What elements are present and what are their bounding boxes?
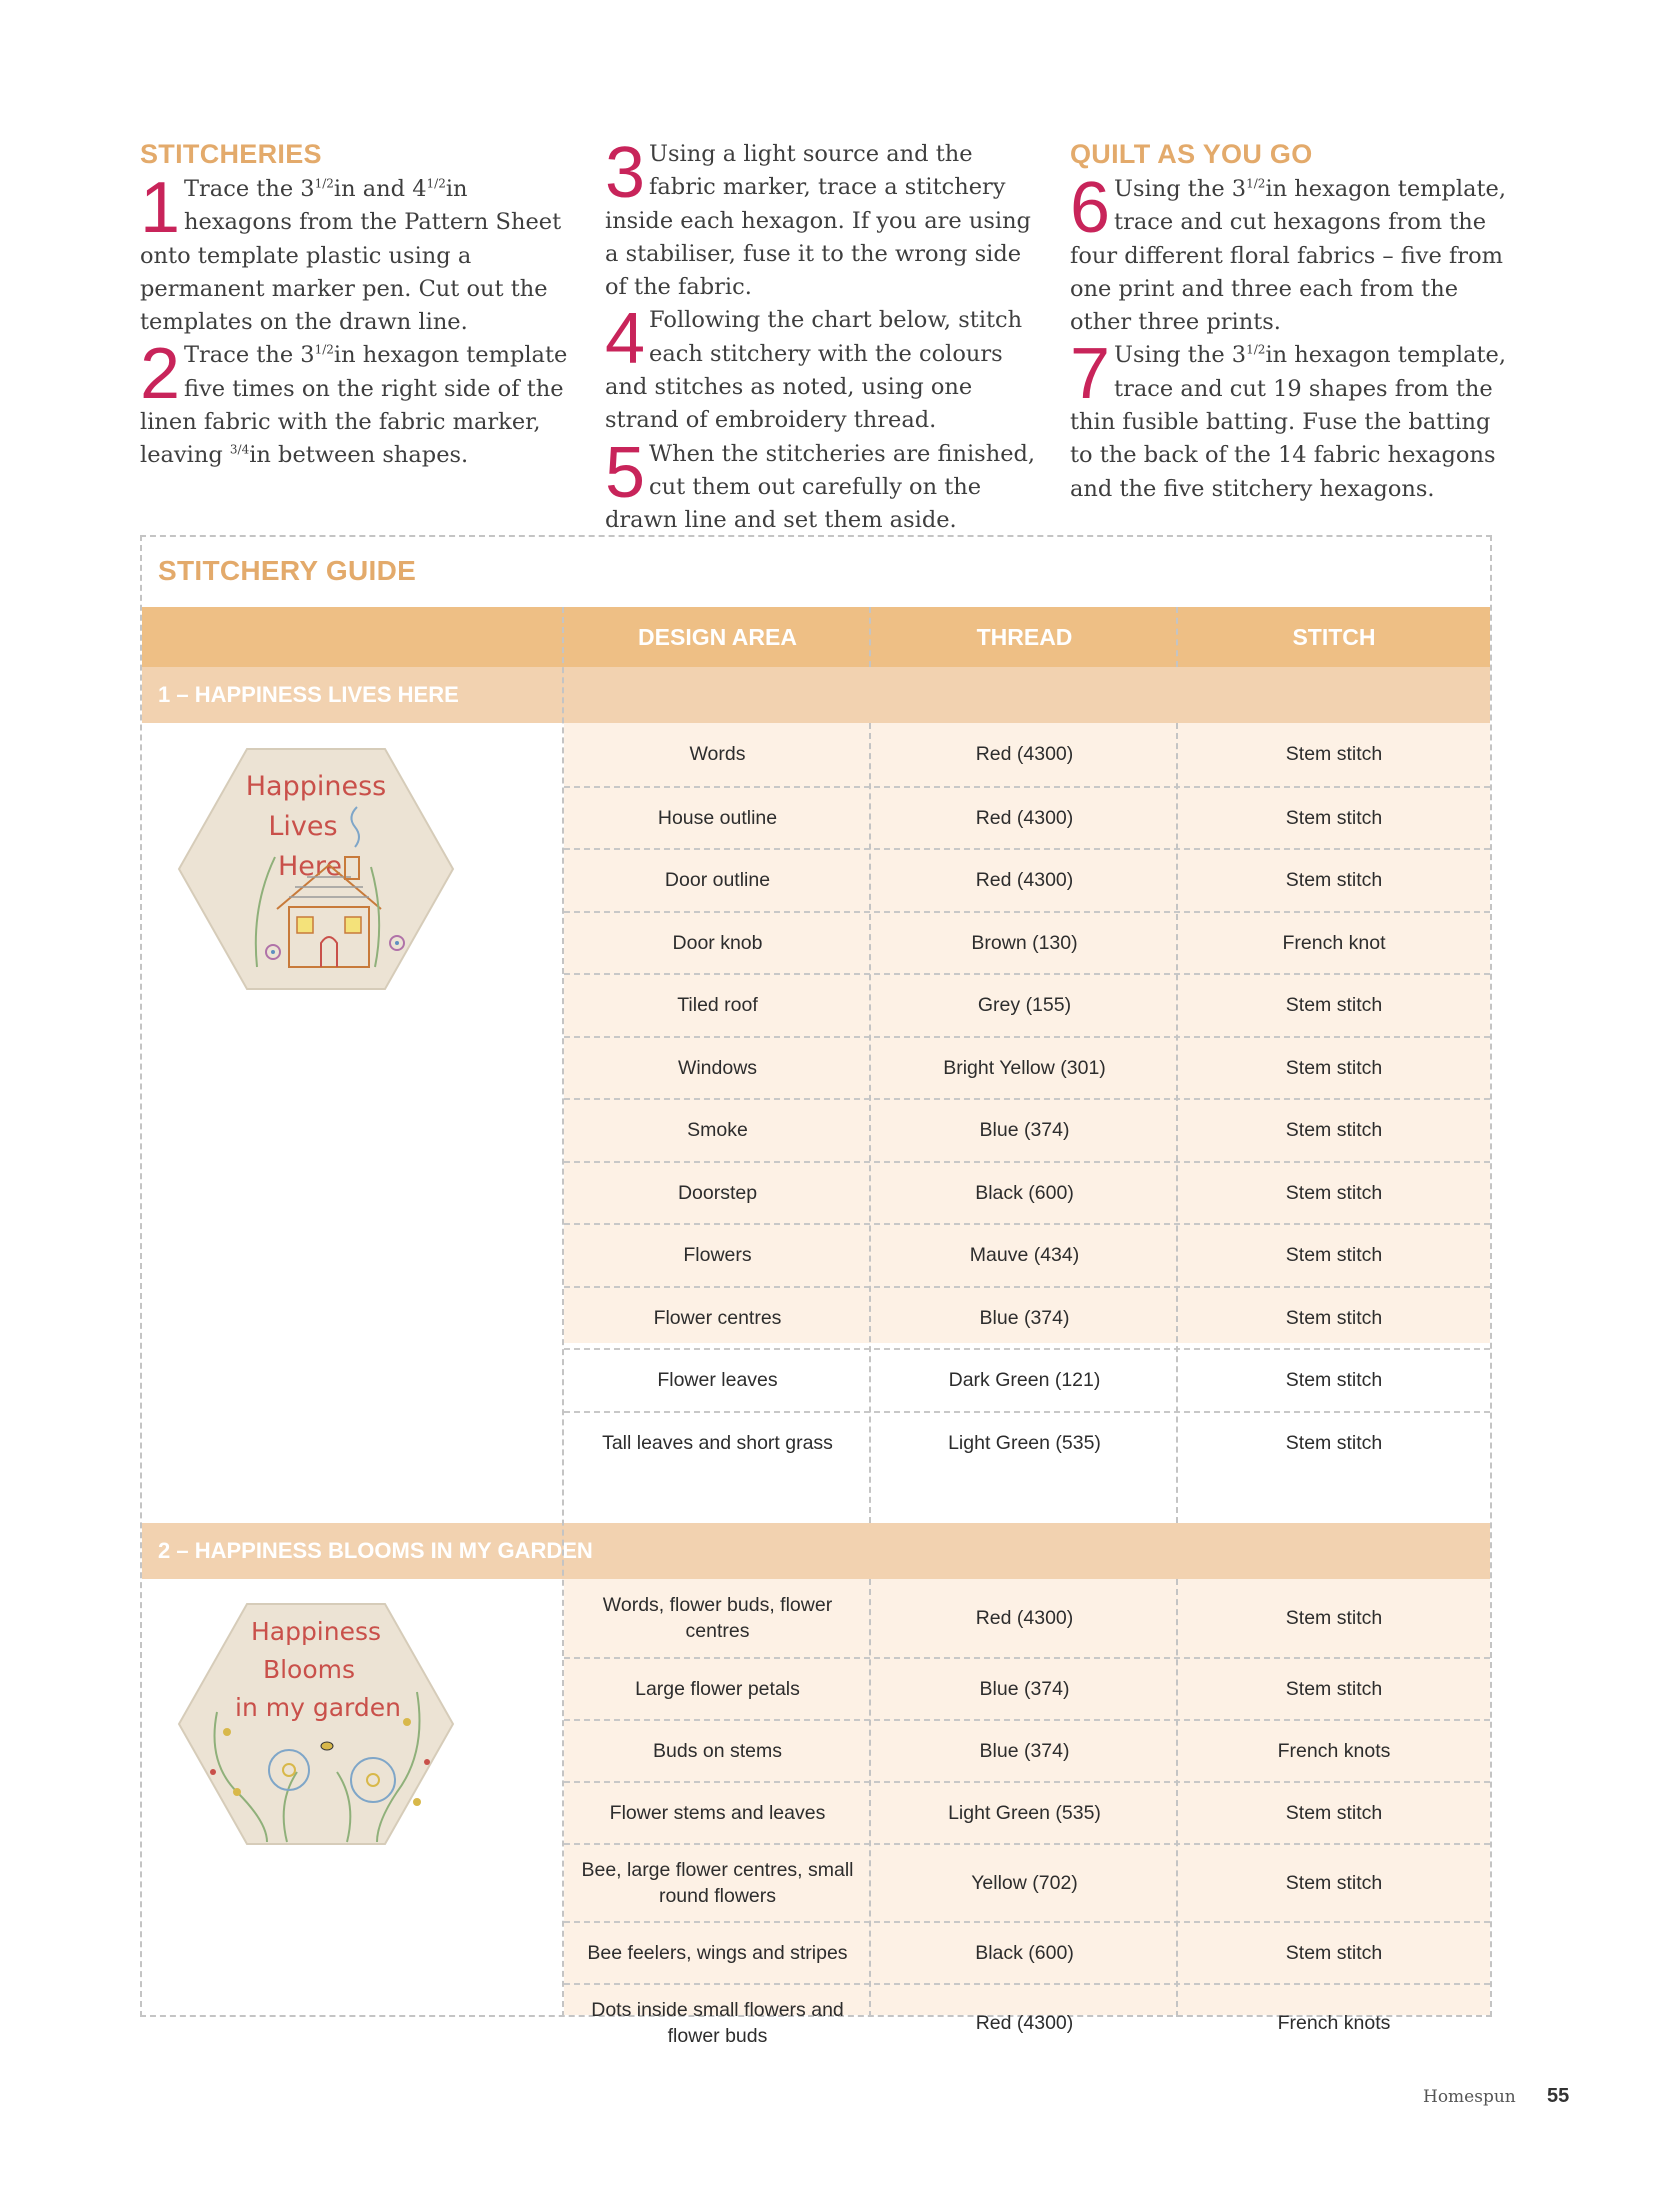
step-number: 7 [1070,334,1111,415]
stitch-cell: Stem stitch [1285,1181,1383,1204]
section-label: 2 – HAPPINESS BLOOMS IN MY GARDEN [158,1538,593,1563]
thread-cell: Bright Yellow (301) [943,1056,1106,1079]
thread-cell: Blue (374) [979,1678,1070,1700]
column-header-thread: THREAD [976,624,1073,650]
thread-cell: Red (4300) [975,806,1074,829]
step-7: 7 Using the $3^{1/2}in$ hexagon template, trace and cut 19 shapes from the thin fusible batting. Fuse the batting to the back of the 14 fabric hexagons and the five stitchery hexagons. [1070,334,1506,502]
table-row [564,723,1490,786]
step-number: 6 [1070,168,1111,248]
thread-cell: Red (4300) [975,743,1074,766]
thread-cell: Blue (374) [979,1306,1070,1329]
table-row [564,1036,1490,1099]
stitchery-hexagon-happiness-blooms [177,1602,455,1846]
table-header [142,607,1490,667]
thread-cell: Black (600) [975,1942,1074,1964]
svg-text:Here: Here [277,851,343,882]
stitch-cell: Stem stitch [1285,1431,1383,1454]
thread-cell: Light Green (535) [948,1802,1101,1824]
stitch-cell: Stem stitch [1285,1942,1383,1964]
stitcheries-heading: STITCHERIES [140,139,322,169]
stitch-cell: Stem stitch [1285,994,1383,1017]
stitch-cell: Stem stitch [1285,806,1383,829]
svg-text:Happiness: Happiness [245,771,387,802]
step-number: 5 [605,432,646,513]
stitch-cell: French knot [1282,931,1386,954]
stitchery-hexagon-happiness-lives-here [177,747,455,991]
svg-text:Happiness: Happiness [250,1617,382,1646]
stitch-cell: Stem stitch [1285,743,1383,766]
step-number: 1 [140,168,181,248]
step-3: 3 Using a light source and the fabric marker, trace a stitchery inside each hexagon. If you are using a stabiliser, fuse it to the wrong side of the fabric. [605,133,1031,301]
quilt-column [1070,138,1510,506]
guide-title: STITCHERY GUIDE [158,555,417,586]
design-area-cell: Bee, large flower centres, small round flowers [581,1859,854,1907]
section-header-1 [142,667,1490,723]
design-area-cell: House outline [657,806,778,829]
design-area-cell: Flowers [683,1244,752,1267]
design-area-cell: Flower stems and leaves [609,1802,826,1824]
table-row [564,1719,1490,1781]
column-divider [1176,723,1178,1523]
thread-cell: Brown (130) [971,931,1078,954]
stitcheries-column [140,138,580,473]
stitch-cell: Stem stitch [1285,1119,1383,1142]
stitch-cell: Stem stitch [1285,1056,1383,1079]
stitch-cell: French knots [1277,2012,1391,2034]
thread-cell: Light Green (535) [948,1431,1101,1454]
column-divider [869,1579,871,2017]
stitch-cell: Stem stitch [1285,869,1383,892]
table-row [564,911,1490,974]
stitch-cell: Stem stitch [1285,1607,1383,1629]
middle-column [605,133,1045,538]
table-row [564,786,1490,849]
design-area-cell: Flower centres [653,1306,782,1329]
stitch-cell: French knots [1277,1740,1391,1762]
table-row [564,1983,1490,2061]
step-2: 2 Trace the $3^{1/2}in$ hexagon template five times on the right side of the linen fabric with the fabric marker, leaving $^{3/4}$in between shapes. [140,334,568,469]
thread-cell: Yellow (702) [971,1872,1078,1894]
design-area-cell: Door outline [664,869,771,892]
table-row [564,1411,1490,1474]
svg-text:in my garden: in my garden [235,1693,401,1722]
design-area-cell: Words [689,743,746,766]
instructions [140,133,1520,534]
step-6: 6 Using the $3^{1/2}in$ hexagon template, trace and cut hexagons from the four different floral fabrics – five from one print and three each from the other three prints. [1070,168,1506,336]
design-area-cell: Large flower petals [635,1678,800,1700]
step-number: 4 [605,299,646,380]
design-area-cell: Flower leaves [657,1369,778,1392]
stitch-cell: Stem stitch [1285,1802,1383,1824]
page-number: 55 [1547,2085,1570,2107]
table-row [564,848,1490,911]
column-divider [869,723,871,1523]
section-label: 1 – HAPPINESS LIVES HERE [158,682,459,707]
table-row [564,1657,1490,1719]
design-area-cell: Door knob [672,931,763,954]
stitch-cell: Stem stitch [1285,1678,1383,1700]
column-divider [1176,607,1178,667]
table-row [564,1161,1490,1224]
thread-cell: Grey (155) [977,994,1072,1017]
step-4: 4 Following the chart below, stitch each stitchery with the colours and stitches as noted, using one strand of embroidery thread. [605,299,1023,434]
table-row [564,1921,1490,1983]
stitchery-guide [140,535,1492,2047]
table-row [564,1098,1490,1161]
column-header-stitch: STITCH [1292,624,1376,650]
thread-cell: Mauve (434) [969,1244,1080,1267]
design-area-cell: Smoke [687,1119,748,1142]
column-divider [562,607,564,2017]
design-area-cell: Bee feelers, wings and stripes [587,1942,848,1964]
step-number: 3 [605,133,646,213]
section-header-2 [142,1523,1490,1579]
table-row [564,1223,1490,1286]
step-number: 2 [140,334,181,415]
table-row [564,973,1490,1036]
section-1-rows [564,723,1490,1454]
thread-cell: Blue (374) [979,1740,1070,1762]
design-area-cell: Tall leaves and short grass [602,1431,833,1454]
thread-cell: Red (4300) [975,2012,1074,2034]
stitch-cell: Stem stitch [1285,1306,1383,1329]
thread-cell: Dark Green (121) [948,1369,1101,1392]
design-area-cell: Tiled roof [677,994,758,1017]
column-header-design-area: DESIGN AREA [638,624,797,650]
stitch-cell: Stem stitch [1285,1369,1383,1392]
design-area-cell: Windows [677,1056,758,1079]
step-1: 1 Trace the $3^{1/2}in$ and $4^{1/2}in$ hexagons from the Pattern Sheet onto template plastic using a permanent marker pen. Cut out the templates on the drawn line. [140,168,562,336]
stitch-cell: Stem stitch [1285,1872,1383,1894]
thread-cell: Blue (374) [979,1119,1070,1142]
design-area-cell: Dots inside small flowers and flower buds [591,1999,844,2047]
design-area-cell: Buds on stems [653,1740,782,1762]
footer-brand: Homespun [1423,2087,1516,2107]
column-divider [869,607,871,667]
table-row [564,1348,1490,1411]
thread-cell: Red (4300) [975,1607,1074,1629]
table-row [564,1843,1490,1921]
table-row [564,1286,1490,1349]
column-divider [1176,1579,1178,2017]
svg-text:Lives: Lives [268,811,338,842]
design-area-cell: Doorstep [677,1181,758,1204]
thread-cell: Black (600) [975,1181,1074,1204]
step-5: 5 When the stitcheries are finished, cut them out carefully on the drawn line and set them aside. [605,432,1036,534]
table-row [564,1781,1490,1843]
stitch-cell: Stem stitch [1285,1244,1383,1267]
svg-text:Blooms: Blooms [262,1655,356,1684]
quilt-heading: QUILT AS YOU GO [1070,139,1313,169]
section-2-rows [564,1579,1490,2047]
design-area-cell: Words, flower buds, flower centres [602,1594,833,1642]
table-row [564,1579,1490,1657]
thread-cell: Red (4300) [975,869,1074,892]
